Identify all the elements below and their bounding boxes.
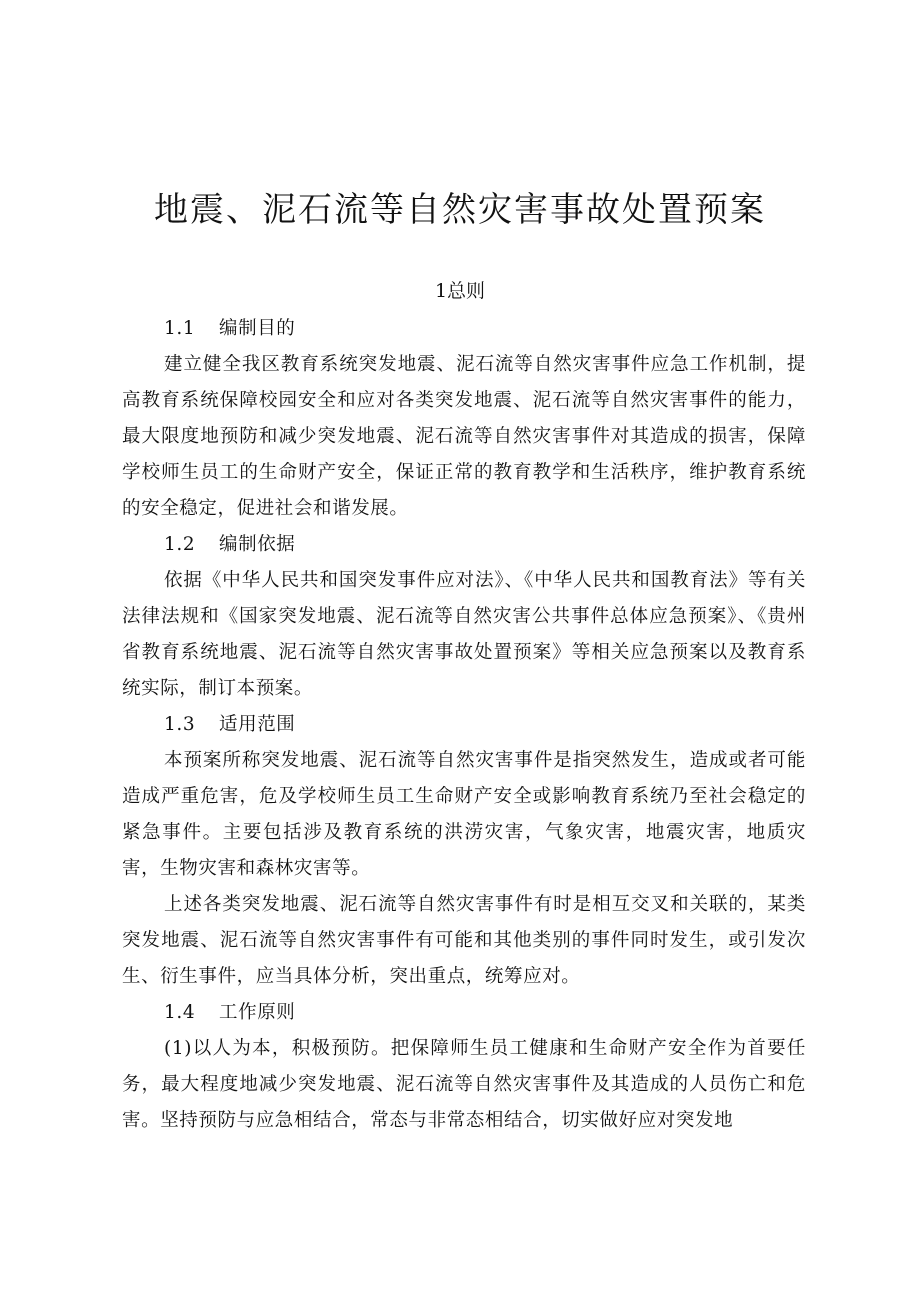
- subsection-heading-text: 适用范围: [219, 714, 296, 735]
- subsection-number: 1.2: [164, 534, 196, 555]
- paragraph: 本预案所称突发地震、泥石流等自然灾害事件是指突然发生，造成或者可能造成严重危害，危及学校师生员工生命财产安全或影响教育系统乃至社会稳定的紧急事件。主要包括涉及教育系统的洪涝灾害，气象灾害，地震灾害，地质灾害，生物灾害和森林灾害等。: [122, 750, 806, 879]
- paragraph: 建立健全我区教育系统突发地震、泥石流等自然灾害事件应急工作机制，提高教育系统保障校园安全和应对各类突发地震、泥石流等自然灾害事件的能力，最大限度地预防和减少突发地震、泥石流等自然灾害事件对其造成的损害，保障学校师生员工的生命财产安全，保证正常的教育教学和生活秩序，维护教育系统的安全稳定，促进社会和谐发展。: [122, 354, 806, 519]
- subsection-number: 1.1: [164, 318, 196, 339]
- subsection-heading-1-3: [122, 707, 806, 743]
- subsection-heading-1-1: [122, 311, 806, 347]
- paragraph: (1)以人为本，积极预防。把保障师生员工健康和生命财产安全作为首要任务，最大程度地减少突发地震、泥石流等自然灾害事件及其造成的人员伤亡和危害。坚持预防与应急相结合，常态与非常态相结合，切实做好应对突发地: [122, 1038, 806, 1131]
- document-body: [122, 311, 806, 1139]
- subsection-heading-1-2: [122, 527, 806, 563]
- subsection-heading-1-4: [122, 995, 806, 1031]
- section-title: 1总则: [434, 280, 486, 302]
- paragraph: 上述各类突发地震、泥石流等自然灾害事件有时是相互交叉和关联的，某类突发地震、泥石流等自然灾害事件有可能和其他类别的事件同时发生，或引发次生、衍生事件，应当具体分析，突出重点，统筹应对。: [122, 894, 806, 987]
- paragraph: 依据《中华人民共和国突发事件应对法》、《中华人民共和国教育法》等有关法律法规和《国家突发地震、泥石流等自然灾害公共事件总体应急预案》、《贵州省教育系统地震、泥石流等自然灾害事故处置预案》等相关应急预案以及教育系统实际，制订本预案。: [122, 570, 806, 699]
- subsection-heading-text: 编制目的: [219, 318, 296, 339]
- subsection-heading-text: 编制依据: [219, 534, 296, 555]
- subsection-number: 1.4: [164, 1002, 196, 1023]
- subsection-number: 1.3: [164, 714, 196, 735]
- document-title: 地震、泥石流等自然灾害事故处置预案: [154, 190, 766, 230]
- subsection-heading-text: 工作原则: [219, 1002, 296, 1023]
